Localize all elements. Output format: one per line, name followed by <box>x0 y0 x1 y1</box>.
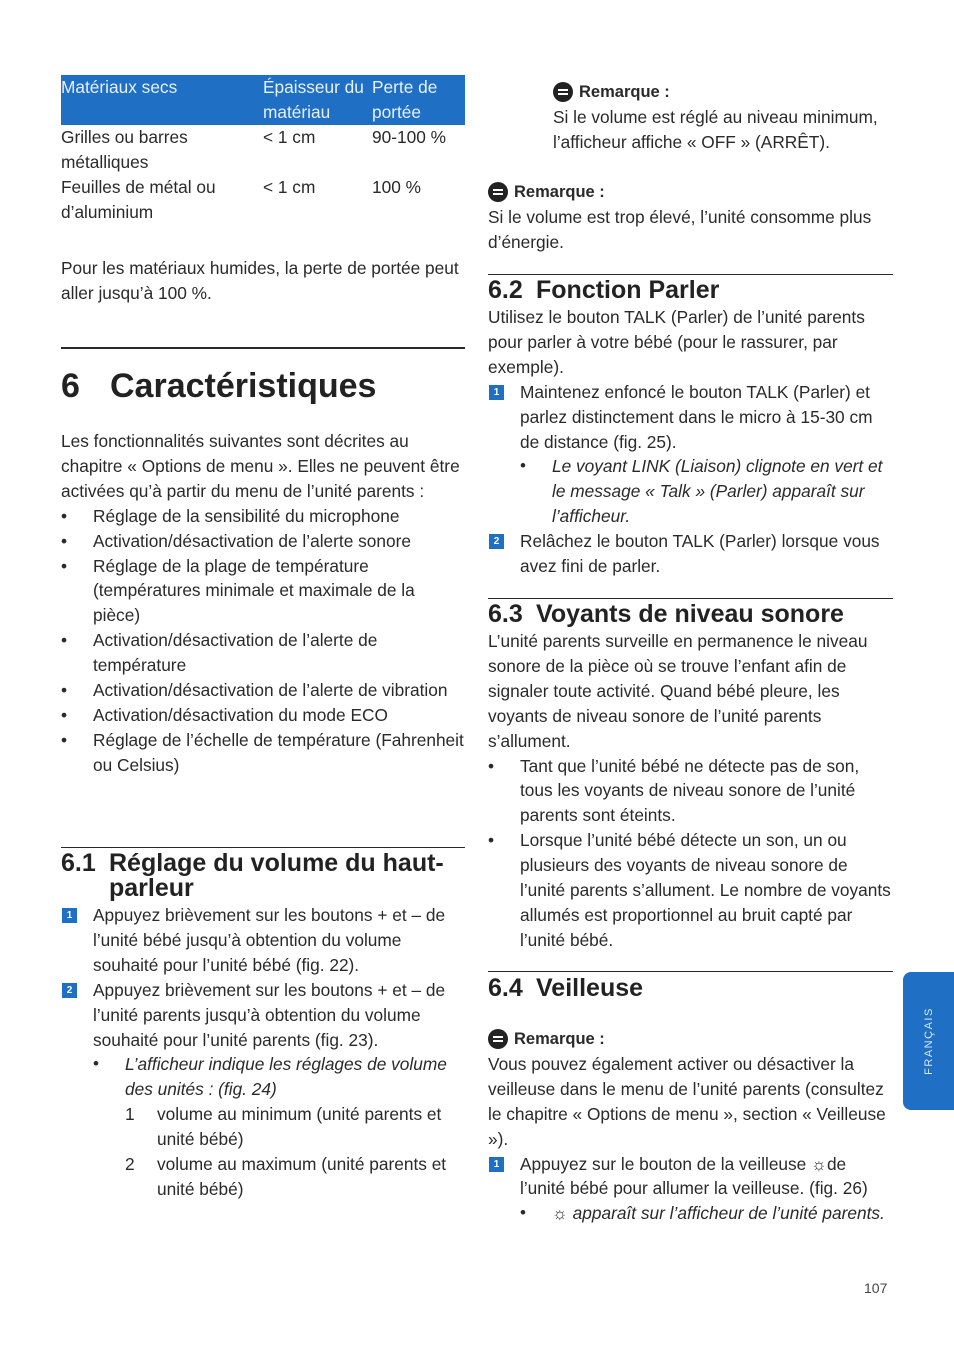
table-cell: 100 % <box>372 176 422 197</box>
step-2: 2 Appuyez brièvement sur les boutons + et – de l’unité parents jusqu’à obtention du volume souhaité pour l’unité parents (fig. 23). <box>61 978 465 1053</box>
section-title-6-3: 6.3 Voyants de niveau sonore <box>488 600 844 628</box>
table-cell: 90-100 % <box>372 126 446 147</box>
note-icon <box>488 182 508 202</box>
list-item: • Activation/désactivation du mode ECO <box>61 703 465 728</box>
section-6-2-body: Utilisez le bouton TALK (Parler) de l’unité parents pour parler à votre bébé (pour le rassurer, par exemple). 1 Maintenez enfoncé le bouton TALK (Parler) et parlez distinctement dans le micro à 15-30 cm de distance (fig. 25). • Le voyant LINK (Liaison) clignote en vert et le message « Talk » (Parler) apparaît sur l’afficheur. 2 Relâchez le bouton TALK (Parler) lorsque vous avez fini de parler. <box>488 305 893 579</box>
chapter-divider <box>61 347 465 349</box>
step-number-badge: 2 <box>489 534 504 549</box>
chapter-intro: Les fonctionnalités suivantes sont décrites au chapitre « Options de menu ». Elles ne peuvent être activées qu’à partir du menu de l’unité parents : <box>61 431 460 501</box>
note-1: Remarque : Si le volume est réglé au niveau minimum, l’afficheur affiche « OFF » (ARRÊT). <box>553 83 878 152</box>
chapter-title: 6 Caractéristiques <box>61 367 377 405</box>
materials-table <box>61 75 465 224</box>
list-item: • Réglage de la plage de température (températures minimale et maximale de la pièce) <box>61 554 465 629</box>
humid-note: Pour les matériaux humides, la perte de portée peut aller jusqu’à 100 %. <box>61 258 459 303</box>
step-number-badge: 1 <box>489 385 504 400</box>
table-cell: Feuilles de métal ou d’aluminium <box>61 176 216 222</box>
step-1: 1 Appuyez brièvement sur les boutons + et – de l’unité bébé jusqu’à obtention du volume souhaité pour l’unité bébé (fig. 22). <box>61 903 465 978</box>
feature-list <box>61 504 465 778</box>
section-6-1-body <box>61 903 465 1202</box>
section-divider <box>488 274 893 275</box>
step-1: 1 Maintenez enfoncé le bouton TALK (Parler) et parlez distinctement dans le micro à 15-30 cm de distance (fig. 25). <box>488 380 893 455</box>
list-item: • Réglage de la sensibilité du microphone <box>61 504 465 529</box>
list-item: • Lorsque l’unité bébé détecte un son, un ou plusieurs des voyants de niveau sonore de l’unité parents s’allument. Le nombre de voyants allumés est proportionnel au bruit capté par l’unité bébé. <box>488 828 893 953</box>
nightlight-icon: ☼ <box>811 1153 827 1174</box>
note-2: Remarque : Si le volume est trop élevé, l’unité consomme plus d’énergie. <box>488 183 872 252</box>
list-item: • Tant que l’unité bébé ne détecte pas de son, tous les voyants de niveau sonore de l’unité parents sont éteints. <box>488 754 893 829</box>
language-tab: FRANÇAIS <box>903 972 954 1110</box>
sound-bullets <box>488 754 893 953</box>
result-bullet: • Le voyant LINK (Liaison) clignote en vert et le message « Talk » (Parler) apparaît sur l’afficheur. <box>520 456 883 527</box>
nightlight-icon: ☼ <box>552 1203 568 1224</box>
chapter-body <box>61 429 465 778</box>
section-6-3-body: L’unité parents surveille en permanence le niveau sonore de la pièce où se trouve l’enfant afin de signaler toute activité. Quand bébé pleure, les voyants de niveau sonore de l’unité parents s’allument. • Tant que l’unité bébé ne détecte pas de son, tous les voyants de niveau sonore de l’unité parents sont éteints. • Lorsque l’unité bébé détecte un son, un ou plusieurs des voyants de niveau sonore de l’unité parents s’allument. Le nombre de voyants allumés est proportionnel au bruit capté par l’unité bébé. <box>488 629 893 953</box>
section-6-4-body: Remarque : Vous pouvez également activer ou désactiver la veilleuse dans le menu de l’unité parents (consultez le chapitre « Options de menu », section « Veilleuse »). 1 Appuyez sur le bouton de la veilleuse ☼de l’unité bébé pour allumer la veilleuse. (fig. 26) • ☼ apparaît sur l’afficheur de l’unité parents. <box>488 1027 893 1226</box>
table-cell: < 1 cm <box>263 176 316 197</box>
step-1: 1 Appuyez sur le bouton de la veilleuse ☼de l’unité bébé pour allumer la veilleuse. (fig. 26) <box>488 1152 893 1202</box>
sub-item-2: 2 volume au maximum (unité parents et unité bébé) <box>125 1154 447 1199</box>
section-title-6-4: 6.4 Veilleuse <box>488 974 644 1002</box>
section-divider <box>488 598 893 599</box>
sub-item-1: 1 volume au minimum (unité parents et unité bébé) <box>125 1104 442 1150</box>
section-divider <box>488 971 893 972</box>
table-header: Épaisseur du matériau <box>263 75 372 125</box>
result-bullet: • ☼ apparaît sur l’afficheur de l’unité parents. <box>520 1203 885 1224</box>
page-number: 107 <box>864 1280 888 1296</box>
table-header: Matériaux secs <box>61 75 263 125</box>
section-title-6-1: 6.1 Réglage du volume du haut-parleur <box>61 849 444 902</box>
table-header: Perte de portée <box>372 75 465 125</box>
step-number-badge: 2 <box>62 983 77 998</box>
table-row <box>61 175 465 225</box>
section-title-6-2: 6.2 Fonction Parler <box>488 276 720 304</box>
step-number-badge: 1 <box>62 908 77 923</box>
list-item: • Activation/désactivation de l’alerte de température <box>61 628 465 678</box>
list-item: • Réglage de l’échelle de température (Fahrenheit ou Celsius) <box>61 728 465 778</box>
note-icon <box>488 1029 508 1049</box>
step-2: 2 Relâchez le bouton TALK (Parler) lorsque vous avez fini de parler. <box>488 529 893 579</box>
table-header-row <box>61 75 465 125</box>
step-number-badge: 1 <box>489 1157 504 1172</box>
list-item: • Activation/désactivation de l’alerte de vibration <box>61 678 465 703</box>
result-bullet: • L’afficheur indique les réglages de volume des unités : (fig. 24) <box>93 1054 447 1100</box>
table-cell: Grilles ou barres métalliques <box>61 126 188 172</box>
note-icon <box>553 82 573 102</box>
table-row <box>61 125 465 175</box>
table-cell: < 1 cm <box>263 126 316 147</box>
section-divider <box>61 847 465 848</box>
list-item: • Activation/désactivation de l’alerte sonore <box>61 529 465 554</box>
